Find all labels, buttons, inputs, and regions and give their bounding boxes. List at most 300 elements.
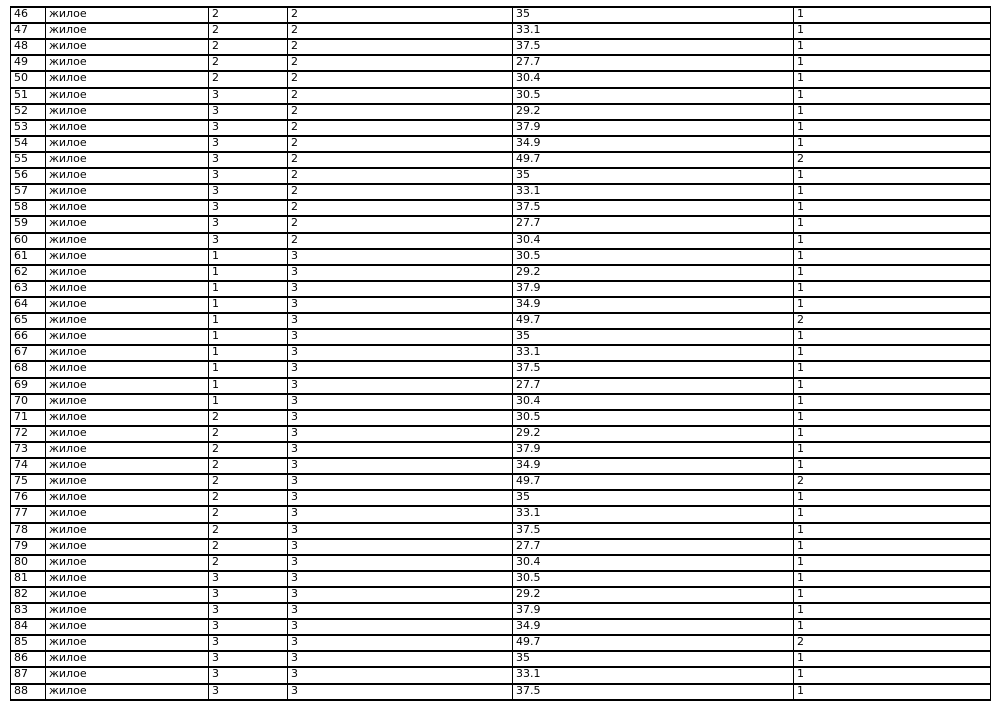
cell-unit-type: жилое xyxy=(46,394,209,410)
cell-unit-type: жилое xyxy=(46,216,209,232)
table-row xyxy=(11,651,991,667)
cell-section-number: 2 xyxy=(209,539,288,555)
cell-area-value: 34.9 xyxy=(513,297,794,313)
cell-row-id: 75 xyxy=(11,474,46,490)
cell-floor-number: 3 xyxy=(288,587,513,603)
cell-row-id: 53 xyxy=(11,120,46,136)
cell-section-number: 3 xyxy=(209,104,288,120)
table-row xyxy=(11,506,991,522)
cell-unit-type: жилое xyxy=(46,233,209,249)
cell-floor-number: 3 xyxy=(288,410,513,426)
cell-section-number: 2 xyxy=(209,410,288,426)
cell-floor-number: 3 xyxy=(288,684,513,700)
cell-room-count: 1 xyxy=(794,458,991,474)
cell-unit-type: жилое xyxy=(46,297,209,313)
cell-unit-type: жилое xyxy=(46,136,209,152)
cell-room-count: 1 xyxy=(794,378,991,394)
cell-floor-number: 2 xyxy=(288,39,513,55)
cell-room-count: 1 xyxy=(794,506,991,522)
cell-row-id: 62 xyxy=(11,265,46,281)
cell-area-value: 27.7 xyxy=(513,539,794,555)
cell-unit-type: жилое xyxy=(46,587,209,603)
table-row xyxy=(11,120,991,136)
cell-section-number: 1 xyxy=(209,281,288,297)
cell-room-count: 1 xyxy=(794,55,991,71)
cell-area-value: 30.4 xyxy=(513,233,794,249)
cell-section-number: 3 xyxy=(209,200,288,216)
cell-section-number: 3 xyxy=(209,635,288,651)
cell-area-value: 33.1 xyxy=(513,23,794,39)
cell-room-count: 1 xyxy=(794,394,991,410)
cell-room-count: 1 xyxy=(794,120,991,136)
table-row xyxy=(11,490,991,506)
table-row xyxy=(11,458,991,474)
table-row xyxy=(11,313,991,329)
cell-row-id: 83 xyxy=(11,603,46,619)
cell-unit-type: жилое xyxy=(46,361,209,377)
cell-floor-number: 2 xyxy=(288,7,513,23)
cell-room-count: 2 xyxy=(794,152,991,168)
cell-room-count: 1 xyxy=(794,410,991,426)
cell-area-value: 33.1 xyxy=(513,506,794,522)
cell-section-number: 3 xyxy=(209,651,288,667)
cell-section-number: 2 xyxy=(209,71,288,87)
cell-row-id: 71 xyxy=(11,410,46,426)
cell-floor-number: 3 xyxy=(288,667,513,683)
cell-section-number: 2 xyxy=(209,458,288,474)
table-row xyxy=(11,329,991,345)
cell-area-value: 34.9 xyxy=(513,136,794,152)
cell-unit-type: жилое xyxy=(46,184,209,200)
cell-area-value: 35 xyxy=(513,7,794,23)
cell-row-id: 52 xyxy=(11,104,46,120)
cell-row-id: 47 xyxy=(11,23,46,39)
table-row xyxy=(11,152,991,168)
cell-section-number: 3 xyxy=(209,571,288,587)
cell-room-count: 1 xyxy=(794,619,991,635)
cell-area-value: 37.5 xyxy=(513,523,794,539)
cell-floor-number: 2 xyxy=(288,184,513,200)
cell-section-number: 2 xyxy=(209,55,288,71)
cell-floor-number: 3 xyxy=(288,651,513,667)
cell-unit-type: жилое xyxy=(46,39,209,55)
cell-unit-type: жилое xyxy=(46,635,209,651)
cell-row-id: 54 xyxy=(11,136,46,152)
table-row xyxy=(11,684,991,700)
cell-area-value: 27.7 xyxy=(513,55,794,71)
cell-floor-number: 2 xyxy=(288,233,513,249)
cell-area-value: 29.2 xyxy=(513,104,794,120)
cell-unit-type: жилое xyxy=(46,410,209,426)
table-row xyxy=(11,555,991,571)
cell-floor-number: 3 xyxy=(288,265,513,281)
table-row xyxy=(11,426,991,442)
cell-area-value: 30.5 xyxy=(513,88,794,104)
table-row xyxy=(11,345,991,361)
table-row xyxy=(11,571,991,587)
cell-area-value: 27.7 xyxy=(513,378,794,394)
cell-unit-type: жилое xyxy=(46,555,209,571)
cell-section-number: 1 xyxy=(209,345,288,361)
cell-section-number: 3 xyxy=(209,667,288,683)
cell-section-number: 1 xyxy=(209,378,288,394)
cell-room-count: 1 xyxy=(794,667,991,683)
cell-room-count: 1 xyxy=(794,603,991,619)
cell-section-number: 2 xyxy=(209,490,288,506)
cell-area-value: 30.5 xyxy=(513,410,794,426)
cell-section-number: 2 xyxy=(209,442,288,458)
cell-area-value: 30.4 xyxy=(513,394,794,410)
cell-row-id: 55 xyxy=(11,152,46,168)
cell-floor-number: 3 xyxy=(288,297,513,313)
cell-unit-type: жилое xyxy=(46,168,209,184)
table-row xyxy=(11,603,991,619)
cell-room-count: 1 xyxy=(794,539,991,555)
cell-floor-number: 2 xyxy=(288,216,513,232)
table-row xyxy=(11,233,991,249)
table-row xyxy=(11,667,991,683)
cell-area-value: 30.4 xyxy=(513,71,794,87)
cell-row-id: 84 xyxy=(11,619,46,635)
cell-area-value: 33.1 xyxy=(513,667,794,683)
cell-area-value: 35 xyxy=(513,490,794,506)
cell-room-count: 1 xyxy=(794,426,991,442)
cell-section-number: 3 xyxy=(209,587,288,603)
cell-row-id: 76 xyxy=(11,490,46,506)
cell-floor-number: 3 xyxy=(288,329,513,345)
cell-row-id: 80 xyxy=(11,555,46,571)
cell-area-value: 29.2 xyxy=(513,587,794,603)
cell-floor-number: 2 xyxy=(288,71,513,87)
cell-unit-type: жилое xyxy=(46,667,209,683)
cell-room-count: 1 xyxy=(794,23,991,39)
cell-floor-number: 2 xyxy=(288,200,513,216)
cell-floor-number: 3 xyxy=(288,506,513,522)
cell-room-count: 1 xyxy=(794,200,991,216)
cell-area-value: 30.5 xyxy=(513,571,794,587)
cell-room-count: 1 xyxy=(794,88,991,104)
cell-row-id: 51 xyxy=(11,88,46,104)
cell-unit-type: жилое xyxy=(46,265,209,281)
cell-section-number: 3 xyxy=(209,684,288,700)
cell-room-count: 1 xyxy=(794,442,991,458)
cell-floor-number: 3 xyxy=(288,394,513,410)
table-row xyxy=(11,55,991,71)
cell-row-id: 67 xyxy=(11,345,46,361)
cell-row-id: 60 xyxy=(11,233,46,249)
cell-room-count: 1 xyxy=(794,249,991,265)
cell-room-count: 1 xyxy=(794,329,991,345)
cell-row-id: 46 xyxy=(11,7,46,23)
cell-floor-number: 3 xyxy=(288,361,513,377)
cell-floor-number: 3 xyxy=(288,474,513,490)
cell-floor-number: 3 xyxy=(288,249,513,265)
cell-room-count: 1 xyxy=(794,523,991,539)
cell-floor-number: 3 xyxy=(288,635,513,651)
cell-row-id: 73 xyxy=(11,442,46,458)
cell-room-count: 1 xyxy=(794,233,991,249)
cell-section-number: 1 xyxy=(209,394,288,410)
table-row xyxy=(11,619,991,635)
cell-section-number: 1 xyxy=(209,249,288,265)
cell-room-count: 1 xyxy=(794,297,991,313)
table-row xyxy=(11,635,991,651)
cell-section-number: 2 xyxy=(209,474,288,490)
cell-unit-type: жилое xyxy=(46,442,209,458)
cell-unit-type: жилое xyxy=(46,7,209,23)
cell-row-id: 56 xyxy=(11,168,46,184)
cell-section-number: 3 xyxy=(209,168,288,184)
cell-row-id: 74 xyxy=(11,458,46,474)
table-row xyxy=(11,249,991,265)
cell-area-value: 35 xyxy=(513,329,794,345)
cell-room-count: 1 xyxy=(794,684,991,700)
cell-unit-type: жилое xyxy=(46,426,209,442)
cell-floor-number: 3 xyxy=(288,555,513,571)
cell-floor-number: 2 xyxy=(288,88,513,104)
cell-floor-number: 2 xyxy=(288,136,513,152)
cell-unit-type: жилое xyxy=(46,345,209,361)
cell-area-value: 29.2 xyxy=(513,426,794,442)
cell-unit-type: жилое xyxy=(46,506,209,522)
cell-area-value: 30.5 xyxy=(513,249,794,265)
cell-floor-number: 2 xyxy=(288,152,513,168)
cell-unit-type: жилое xyxy=(46,523,209,539)
cell-section-number: 3 xyxy=(209,136,288,152)
cell-section-number: 2 xyxy=(209,555,288,571)
cell-section-number: 2 xyxy=(209,506,288,522)
cell-row-id: 49 xyxy=(11,55,46,71)
cell-unit-type: жилое xyxy=(46,619,209,635)
cell-area-value: 49.7 xyxy=(513,152,794,168)
cell-unit-type: жилое xyxy=(46,329,209,345)
cell-section-number: 3 xyxy=(209,120,288,136)
cell-row-id: 65 xyxy=(11,313,46,329)
table-row xyxy=(11,71,991,87)
cell-area-value: 29.2 xyxy=(513,265,794,281)
residential-units-table xyxy=(10,6,991,701)
cell-room-count: 1 xyxy=(794,265,991,281)
cell-section-number: 3 xyxy=(209,216,288,232)
cell-floor-number: 3 xyxy=(288,523,513,539)
cell-unit-type: жилое xyxy=(46,281,209,297)
cell-area-value: 37.5 xyxy=(513,39,794,55)
cell-floor-number: 2 xyxy=(288,168,513,184)
cell-row-id: 78 xyxy=(11,523,46,539)
cell-area-value: 34.9 xyxy=(513,619,794,635)
table-row xyxy=(11,7,991,23)
cell-area-value: 33.1 xyxy=(513,345,794,361)
cell-floor-number: 3 xyxy=(288,442,513,458)
cell-area-value: 37.9 xyxy=(513,442,794,458)
cell-row-id: 66 xyxy=(11,329,46,345)
cell-row-id: 87 xyxy=(11,667,46,683)
cell-section-number: 3 xyxy=(209,619,288,635)
cell-room-count: 2 xyxy=(794,313,991,329)
cell-row-id: 85 xyxy=(11,635,46,651)
cell-row-id: 70 xyxy=(11,394,46,410)
cell-section-number: 1 xyxy=(209,361,288,377)
cell-area-value: 49.7 xyxy=(513,474,794,490)
cell-section-number: 1 xyxy=(209,329,288,345)
table-row xyxy=(11,88,991,104)
cell-section-number: 1 xyxy=(209,297,288,313)
cell-area-value: 27.7 xyxy=(513,216,794,232)
cell-room-count: 1 xyxy=(794,281,991,297)
cell-area-value: 49.7 xyxy=(513,635,794,651)
cell-row-id: 69 xyxy=(11,378,46,394)
table-row xyxy=(11,281,991,297)
cell-unit-type: жилое xyxy=(46,651,209,667)
cell-row-id: 72 xyxy=(11,426,46,442)
cell-floor-number: 3 xyxy=(288,281,513,297)
table-row xyxy=(11,523,991,539)
cell-floor-number: 2 xyxy=(288,23,513,39)
cell-floor-number: 3 xyxy=(288,313,513,329)
cell-room-count: 1 xyxy=(794,651,991,667)
cell-unit-type: жилое xyxy=(46,490,209,506)
cell-area-value: 35 xyxy=(513,168,794,184)
cell-section-number: 3 xyxy=(209,233,288,249)
table-row xyxy=(11,104,991,120)
cell-unit-type: жилое xyxy=(46,71,209,87)
cell-area-value: 37.5 xyxy=(513,200,794,216)
cell-unit-type: жилое xyxy=(46,313,209,329)
cell-room-count: 1 xyxy=(794,490,991,506)
cell-row-id: 68 xyxy=(11,361,46,377)
cell-row-id: 77 xyxy=(11,506,46,522)
table-row xyxy=(11,200,991,216)
table-row xyxy=(11,361,991,377)
cell-area-value: 37.5 xyxy=(513,361,794,377)
cell-floor-number: 3 xyxy=(288,603,513,619)
cell-row-id: 57 xyxy=(11,184,46,200)
cell-unit-type: жилое xyxy=(46,474,209,490)
table-row xyxy=(11,539,991,555)
cell-section-number: 1 xyxy=(209,313,288,329)
cell-section-number: 2 xyxy=(209,39,288,55)
cell-room-count: 1 xyxy=(794,184,991,200)
cell-floor-number: 2 xyxy=(288,120,513,136)
cell-unit-type: жилое xyxy=(46,152,209,168)
cell-section-number: 2 xyxy=(209,523,288,539)
cell-area-value: 33.1 xyxy=(513,184,794,200)
table-row xyxy=(11,378,991,394)
cell-section-number: 2 xyxy=(209,426,288,442)
cell-unit-type: жилое xyxy=(46,88,209,104)
cell-section-number: 3 xyxy=(209,184,288,200)
table-row xyxy=(11,168,991,184)
table-row xyxy=(11,216,991,232)
cell-area-value: 49.7 xyxy=(513,313,794,329)
cell-unit-type: жилое xyxy=(46,458,209,474)
table-row xyxy=(11,297,991,313)
cell-area-value: 37.5 xyxy=(513,684,794,700)
cell-room-count: 1 xyxy=(794,587,991,603)
cell-row-id: 86 xyxy=(11,651,46,667)
cell-unit-type: жилое xyxy=(46,539,209,555)
cell-unit-type: жилое xyxy=(46,603,209,619)
cell-unit-type: жилое xyxy=(46,23,209,39)
cell-room-count: 2 xyxy=(794,474,991,490)
cell-floor-number: 2 xyxy=(288,55,513,71)
cell-unit-type: жилое xyxy=(46,378,209,394)
cell-unit-type: жилое xyxy=(46,104,209,120)
cell-section-number: 1 xyxy=(209,265,288,281)
cell-unit-type: жилое xyxy=(46,684,209,700)
table-row xyxy=(11,184,991,200)
cell-area-value: 37.9 xyxy=(513,281,794,297)
cell-room-count: 1 xyxy=(794,136,991,152)
cell-unit-type: жилое xyxy=(46,120,209,136)
cell-section-number: 2 xyxy=(209,23,288,39)
cell-floor-number: 3 xyxy=(288,490,513,506)
cell-area-value: 30.4 xyxy=(513,555,794,571)
cell-room-count: 1 xyxy=(794,104,991,120)
cell-area-value: 35 xyxy=(513,651,794,667)
cell-floor-number: 3 xyxy=(288,458,513,474)
cell-row-id: 79 xyxy=(11,539,46,555)
cell-row-id: 63 xyxy=(11,281,46,297)
cell-row-id: 61 xyxy=(11,249,46,265)
cell-area-value: 34.9 xyxy=(513,458,794,474)
residential-units-table-body xyxy=(11,7,991,700)
cell-room-count: 1 xyxy=(794,571,991,587)
table-row xyxy=(11,265,991,281)
cell-floor-number: 3 xyxy=(288,619,513,635)
cell-row-id: 88 xyxy=(11,684,46,700)
cell-room-count: 1 xyxy=(794,345,991,361)
cell-room-count: 2 xyxy=(794,635,991,651)
cell-unit-type: жилое xyxy=(46,200,209,216)
cell-section-number: 3 xyxy=(209,152,288,168)
cell-room-count: 1 xyxy=(794,7,991,23)
cell-row-id: 48 xyxy=(11,39,46,55)
cell-section-number: 3 xyxy=(209,88,288,104)
cell-room-count: 1 xyxy=(794,71,991,87)
table-row xyxy=(11,442,991,458)
cell-room-count: 1 xyxy=(794,216,991,232)
cell-row-id: 59 xyxy=(11,216,46,232)
cell-area-value: 37.9 xyxy=(513,120,794,136)
table-row xyxy=(11,23,991,39)
cell-section-number: 3 xyxy=(209,603,288,619)
table-row xyxy=(11,136,991,152)
cell-floor-number: 3 xyxy=(288,571,513,587)
cell-unit-type: жилое xyxy=(46,55,209,71)
cell-room-count: 1 xyxy=(794,555,991,571)
cell-row-id: 50 xyxy=(11,71,46,87)
cell-floor-number: 3 xyxy=(288,426,513,442)
table-row xyxy=(11,39,991,55)
cell-row-id: 64 xyxy=(11,297,46,313)
cell-floor-number: 2 xyxy=(288,104,513,120)
cell-floor-number: 3 xyxy=(288,539,513,555)
cell-area-value: 37.9 xyxy=(513,603,794,619)
table-row xyxy=(11,474,991,490)
cell-floor-number: 3 xyxy=(288,378,513,394)
cell-room-count: 1 xyxy=(794,168,991,184)
cell-unit-type: жилое xyxy=(46,571,209,587)
cell-floor-number: 3 xyxy=(288,345,513,361)
table-row xyxy=(11,587,991,603)
table-row xyxy=(11,410,991,426)
cell-row-id: 81 xyxy=(11,571,46,587)
cell-unit-type: жилое xyxy=(46,249,209,265)
cell-room-count: 1 xyxy=(794,39,991,55)
cell-row-id: 58 xyxy=(11,200,46,216)
cell-row-id: 82 xyxy=(11,587,46,603)
